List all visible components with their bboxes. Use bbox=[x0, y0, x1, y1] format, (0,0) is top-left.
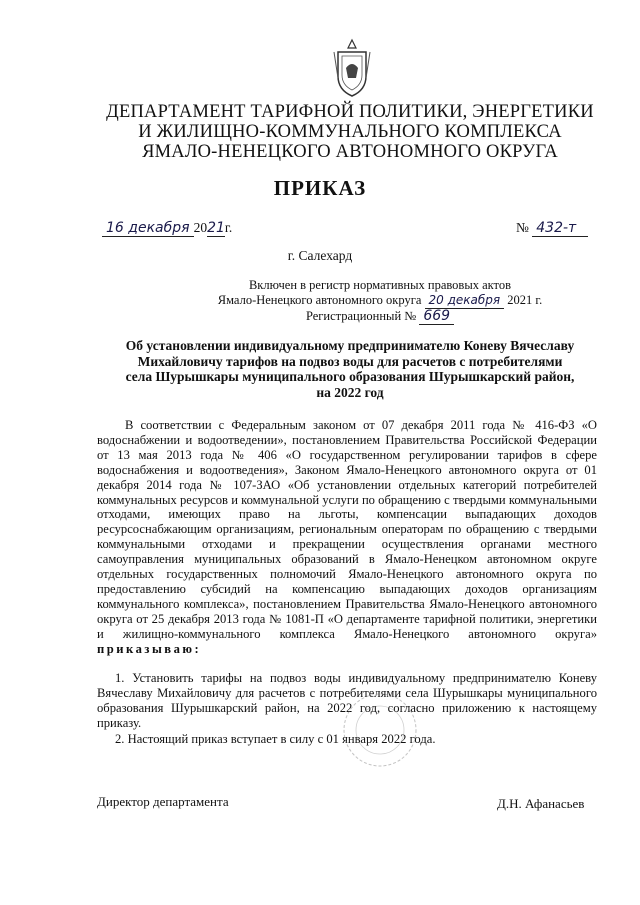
registry-stamp bbox=[190, 278, 570, 325]
date-day: 16 bbox=[106, 220, 124, 236]
department-line-3: ЯМАЛО-НЕНЕЦКОГО АВТОНОМНОГО ОКРУГА bbox=[142, 142, 558, 162]
registry-year: 2021 г. bbox=[507, 293, 543, 307]
date-day-month bbox=[102, 220, 194, 237]
document-title: ПРИКАЗ bbox=[273, 176, 367, 200]
department-line-1: ДЕПАРТАМЕНТ ТАРИФНОЙ ПОЛИТИКИ, ЭНЕРГЕТИКИ bbox=[106, 102, 594, 122]
signer-position: Директор департамента bbox=[97, 794, 229, 809]
preamble bbox=[97, 418, 597, 657]
city: г. Салехард bbox=[287, 248, 353, 263]
orders-word: приказываю: bbox=[97, 641, 202, 656]
seal-stamp-icon bbox=[340, 690, 420, 770]
date-year: 21 bbox=[207, 220, 225, 236]
number-label: № bbox=[516, 220, 529, 235]
order-subject bbox=[120, 338, 580, 400]
department-name bbox=[60, 102, 640, 162]
subject-line-2: Михайловичу тарифов на подвоз воды для расчетов с потребителями bbox=[137, 353, 563, 369]
date-month: декабря bbox=[128, 220, 190, 236]
registry-number-label: Регистрационный № bbox=[305, 309, 417, 323]
preamble-text: В соответствии с Федеральным законом от 07 декабря 2011 года № 416-ФЗ «О водоснабжении и водоотведении», постановлением Правительства Российской Федерации от 13 мая 2013 года № 406 «О государственном регулировании тарифов в сфере водоснабжения и водоотведения», Законом Ямало-Ненецкого автономного округа от 01 декабря 2014 года № 107-ЗАО «Об установлении отдельных категорий потребителей коммунальных ресурсов и коммунальной услуги по обращению с твердыми коммунальными отходами, имеющих право на льготы, компенсации выпадающих доходов ресурсоснабжающим организациям, региональным операторам по обращению с твердыми коммунальными отходами и прекращении осуществления органами местного самоуправления муниципальных образований в Ямало-Ненецком автономном округе отдельных государственных полномочий Ямало-Ненецкого автономного округа по предоставлению субсидий на компенсацию выпадающих доходов организациям коммунального комплекса», постановлением Правительства Ямало-Ненецкого автономного округа от 25 декабря 2013 года № 1081-П «О департаменте тарифной политики, энергетики и жилищно-коммунального комплекса Ямало-Ненецкого автономного округа» bbox=[97, 418, 597, 641]
registry-line-2-prefix: Ямало-Ненецкого автономного округа bbox=[217, 293, 422, 307]
number-value: 432-т bbox=[532, 220, 588, 237]
subject-line-3: села Шурышкары муниципального образования Шурышкарский район, bbox=[125, 369, 575, 384]
signer-name: Д.Н. Афанасьев bbox=[497, 796, 585, 811]
order-date bbox=[102, 220, 232, 237]
date-suffix: г. bbox=[224, 220, 233, 235]
order-item-1: 1. Установить тарифы на подвоз воды индивидуальному предпринимателю Коневу Вячеславу Михайловичу для расчетов с потребителями села Шурышкары муниципального образования Шурышкарский район, на 2022 год, согласно приложению к настоящему приказу. bbox=[97, 671, 597, 730]
date-prefix: 20 bbox=[193, 220, 208, 235]
department-line-2: И ЖИЛИЩНО-КОММУНАЛЬНОГО КОМПЛЕКСА bbox=[138, 122, 562, 142]
registry-line-1: Включен в регистр нормативных правовых актов bbox=[248, 278, 512, 292]
subject-line-4: на 2022 год bbox=[316, 384, 384, 400]
registry-line-3 bbox=[190, 309, 570, 325]
subject-line-1: Об установлении индивидуальному предпринимателю Коневу Вячеславу bbox=[125, 338, 575, 353]
registry-date: 20 декабря bbox=[425, 293, 505, 309]
registry-number: 669 bbox=[419, 309, 454, 325]
coat-of-arms-icon bbox=[330, 38, 374, 98]
order-item-2: 2. Настоящий приказ вступает в силу с 01 января 2022 года. bbox=[115, 731, 436, 746]
order-number bbox=[516, 220, 588, 237]
registry-line-2 bbox=[190, 293, 570, 309]
preamble-paragraph bbox=[97, 418, 597, 657]
